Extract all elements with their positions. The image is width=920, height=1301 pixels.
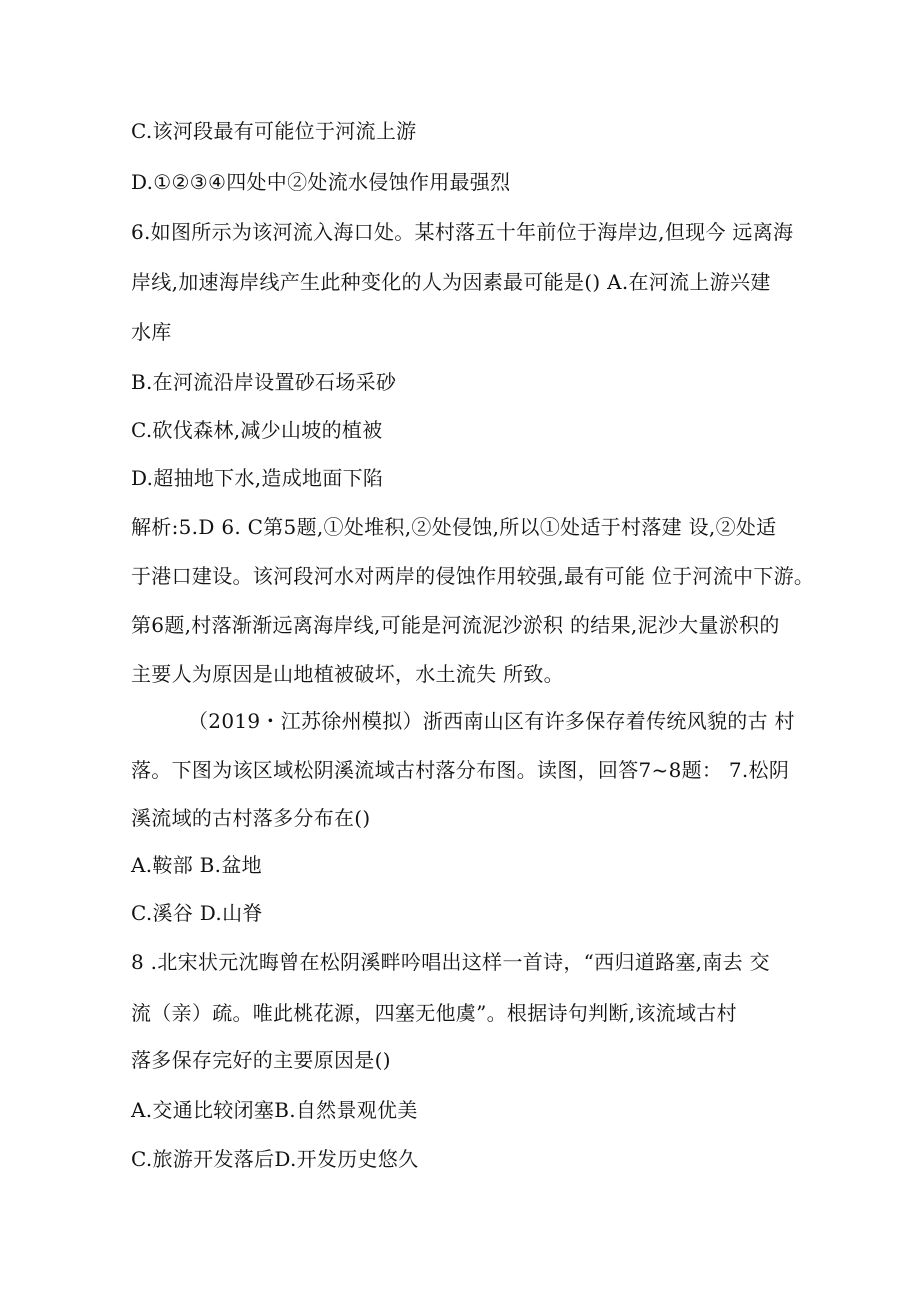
options-8cd: C.旅游开发落后D.开发历史悠久	[131, 1147, 419, 1171]
options-7cd: C.溪谷 D.山脊	[131, 901, 263, 925]
option-6c: C.砍伐森林,减少山坡的植被	[131, 418, 383, 442]
options-7ab: A.鞍部 B.盆地	[131, 853, 262, 877]
question-6-line-3: 水库	[131, 320, 172, 344]
analysis-line-4: 主要人为原因是山地植被破坏，水土流失 所致。	[131, 662, 564, 686]
option-6d: D.超抽地下水,造成地面下陷	[131, 466, 384, 490]
question-8-line-1: 8 .北宋状元沈晦曾在松阴溪畔吟唱出这样一首诗，“西归道路塞,南去 交	[131, 950, 770, 974]
question-8-line-3: 落多保存完好的主要原因是()	[131, 1048, 391, 1072]
question-6-line-1: 6.如图所示为该河流入海口处。某村落五十年前位于海岸边,但现今 远离海	[131, 220, 794, 244]
option-5d: D.①②③④四处中②处流水侵蚀作用最强烈	[131, 170, 511, 194]
question-7-line: 溪流域的古村落多分布在()	[131, 806, 371, 830]
option-6b: B.在河流沿岸设置砂石场采砂	[131, 370, 397, 394]
question-8-line-2: 流（亲）疏。唯此桃花源，四塞无他虞”。根据诗句判断,该流域古村	[131, 1001, 737, 1025]
question-6-line-2: 岸线,加速海岸线产生此种变化的人为因素最可能是() A.在河流上游兴建	[131, 270, 771, 294]
options-8ab: A.交通比较闭塞B.自然景观优美	[131, 1098, 418, 1122]
passage-line-2: 落。下图为该区域松阴溪流域古村落分布图。读图，回答7~8题： 7.松阴	[131, 758, 790, 782]
analysis-line-1: 解析:5.D 6. C第5题,①处堆积,②处侵蚀,所以①处适于村落建 设,②处适	[131, 515, 777, 539]
analysis-line-2: 于港口建设。该河段河水对两岸的侵蚀作用较强,最有可能 位于河流中下游。	[131, 564, 815, 588]
passage-line-1: （2019・江苏徐州模拟）浙西南山区有许多保存着传统风貌的古 村	[188, 709, 795, 733]
option-5c: C.该河段最有可能位于河流上游	[131, 119, 417, 143]
analysis-line-3: 第6题,村落渐渐远离海岸线,可能是河流泥沙淤积 的结果,泥沙大量淤积的	[131, 613, 780, 637]
